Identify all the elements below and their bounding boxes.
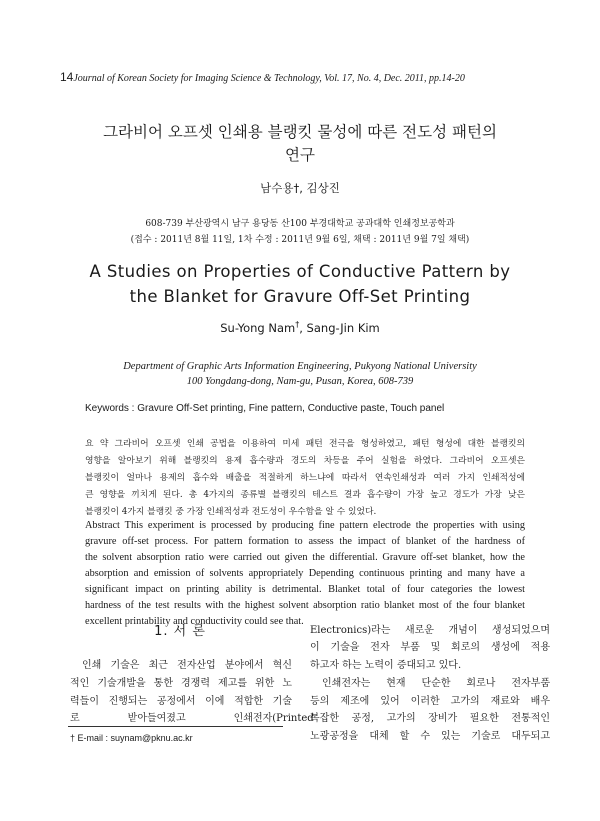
keywords: Keywords : Gravure Off-Set printing, Fine pattern, Conductive paste, Touch panel bbox=[85, 403, 445, 414]
english-affiliation-line-1: Department of Graphic Arts Information Engineering, Pukyong National University bbox=[123, 361, 477, 372]
journal-citation: Journal of Korean Society for Imaging Science & Technology, Vol. 17, No. 4, Dec. 2011, pp.14-20 bbox=[73, 73, 465, 84]
korean-authors: 남수용†, 김상진 bbox=[260, 181, 340, 195]
body-line: 복잡한 공정, 고가의 장비가 필요한 전통적인 bbox=[310, 713, 550, 724]
korean-affiliation-address: 608-739 부산광역시 남구 용당동 산100 부경대학교 공과대학 인쇄정보공학과 bbox=[145, 219, 455, 229]
english-title-line-1: A Studies on Properties of Conductive Pattern by bbox=[89, 262, 511, 281]
body-line: 이 기술을 전자 부품 및 회로의 생성에 적용 bbox=[310, 642, 550, 653]
body-line: 인쇄 기술은 최근 전자산업 분야에서 혁신 bbox=[82, 660, 292, 671]
korean-abstract-line: 블랭킷이 4가지 블랭킷 중 가장 인쇄적성과 전도성이 우수함을 알 수 있었다. bbox=[85, 507, 377, 517]
english-authors bbox=[40, 320, 560, 335]
korean-title-line-1: 그라비어 오프셋 인쇄용 블랭킷 물성에 따른 전도성 패턴의 bbox=[103, 123, 497, 141]
footnote-email: † E-mail : suynam@pknu.ac.kr bbox=[70, 733, 193, 743]
korean-affiliation-dates: (접수 : 2011년 8월 11일, 1차 수정 : 2011년 9월 6일, 채택 : 2011년 9월 7일 채택) bbox=[130, 235, 470, 245]
body-line: 하고자 하는 노력이 증대되고 있다. bbox=[310, 660, 462, 671]
body-line bbox=[70, 709, 314, 724]
author-name-1: Su-Yong Nam bbox=[220, 320, 296, 335]
running-header bbox=[60, 70, 560, 84]
corresponding-dagger: † bbox=[295, 320, 300, 329]
english-abstract-line: significant impact on printing ability is detrimental. Blanket total of four categories the lowest bbox=[85, 584, 525, 595]
english-abstract-line: excellent printability and conductivity could see that. bbox=[85, 616, 304, 627]
body-line: Electronics)라는 새로운 개념이 생성되었으며 bbox=[310, 625, 550, 636]
body-line: 노광공정을 대체 할 수 있는 기술로 대두되고 bbox=[310, 731, 550, 742]
body-word: 로 bbox=[70, 713, 80, 724]
korean-abstract-line: 요 약 그라비어 오프셋 인쇄 공법을 이용하여 미세 패턴 전극을 형성하였고, 패턴 형성에 대한 블랭킷의 bbox=[85, 439, 525, 449]
body-word: 받아들여졌고 bbox=[127, 713, 186, 724]
body-line: 적인 기술개발을 통한 경쟁력 제고를 위한 노 bbox=[70, 678, 292, 689]
korean-abstract-line: 큰 영향을 끼치게 된다. 총 4가지의 종류별 블랭킷의 테스트 결과 흡수량이 가장 높고 경도가 가장 낮은 bbox=[85, 490, 525, 500]
footnote-divider bbox=[68, 726, 283, 727]
body-word: 인쇄전자(Printed bbox=[233, 713, 314, 724]
english-abstract-line: the solvent absorption ratio were carried out given the differential. Gravure off-set blanket, how the bbox=[85, 552, 525, 563]
english-abstract-line: hardness of the test results with the highest solvent absorption ratio blanket most of the four blanket bbox=[85, 600, 525, 611]
korean-abstract-line: 영향을 알아보기 위해 블랭킷의 용제 흡수량과 경도의 차등을 주어 실험을 하였다. 그라비어 오프셋은 bbox=[85, 456, 525, 466]
korean-abstract-line: 블랭킷이 얼마나 용제의 흡수와 배출을 적절하게 하느냐에 따라서 연속인쇄성과 여러 가지 인쇄적성에 bbox=[85, 473, 525, 483]
author-name-2: , Sang-Jin Kim bbox=[299, 320, 380, 335]
page-number: 14 bbox=[60, 70, 74, 84]
section-title-introduction: 1. 서 론 bbox=[154, 624, 206, 639]
body-line: 력들이 진행되는 공정에서 이에 적합한 기술 bbox=[70, 696, 292, 707]
english-abstract-line: Abstract This experiment is processed by producing fine pattern electrode the properties with using bbox=[85, 520, 525, 531]
body-line: 등의 제조에 있어 이러한 고가의 재료와 배우 bbox=[310, 696, 550, 707]
english-affiliation-line-2: 100 Yongdang-dong, Nam-gu, Pusan, Korea, 608-739 bbox=[186, 376, 414, 387]
english-abstract-line: gravure off-set process. For pattern formation to assess the impact of blanket of the hardness of bbox=[85, 536, 525, 547]
english-title-line-2: the Blanket for Gravure Off-Set Printing bbox=[129, 287, 471, 306]
body-line: 인쇄전자는 현재 단순한 회로나 전자부품 bbox=[322, 678, 550, 689]
english-abstract-line: absorption and emission of solvents appropriately Depending continuous printing and many have a bbox=[85, 568, 525, 579]
korean-title-line-2: 연구 bbox=[285, 146, 315, 164]
